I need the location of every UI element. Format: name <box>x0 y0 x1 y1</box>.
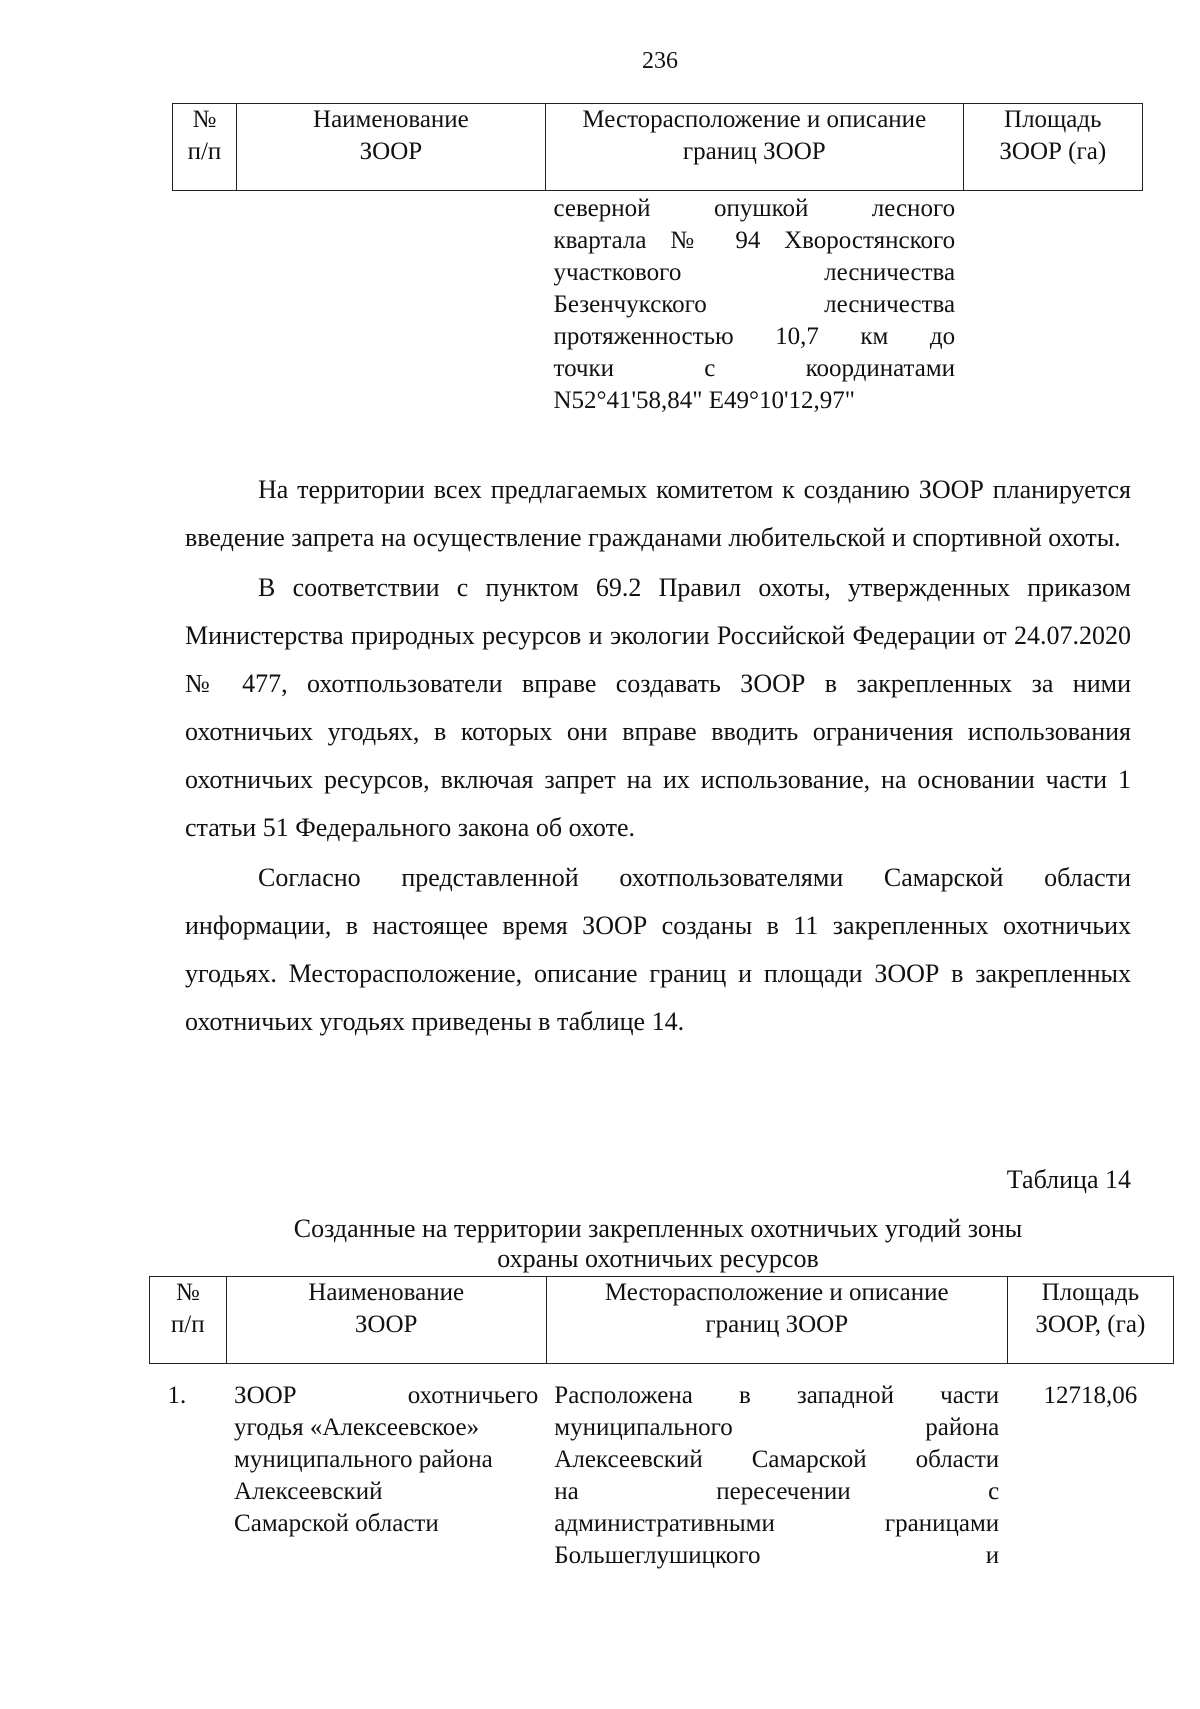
location-line: административными границами <box>554 1510 1000 1537</box>
body-text <box>185 466 1131 1048</box>
location-line: участкового лесничества <box>553 259 956 286</box>
header-line: № <box>192 106 217 133</box>
cell-location <box>546 1364 1007 1573</box>
header-area <box>963 104 1142 191</box>
name-line: ЗООР охотничьего <box>234 1382 539 1409</box>
header-name <box>236 104 545 191</box>
header-line: границ ЗООР <box>682 138 826 165</box>
paragraph: На территории всех предлагаемых комитетом к созданию ЗООР планируется введение запрета на осуществление гражданами любительской и спортивной охоты. <box>185 475 1131 552</box>
header-line: п/п <box>170 1311 205 1338</box>
header-line: Наименование <box>313 106 469 133</box>
location-line: муниципального района <box>554 1414 1000 1441</box>
header-line: границ ЗООР <box>705 1311 849 1338</box>
cell-num: 1. <box>167 1382 187 1409</box>
header-line: Месторасположение и описание <box>582 106 927 133</box>
header-line: ЗООР <box>354 1311 418 1338</box>
header-line: № <box>175 1279 200 1306</box>
caption-line: охраны охотничьих ресурсов <box>497 1244 819 1273</box>
location-line: N52°41'58,84" E49°10'12,97" <box>553 387 855 414</box>
table-caption <box>185 1214 1131 1274</box>
continuation-table <box>172 103 1143 417</box>
header-num <box>150 1277 227 1364</box>
header-area <box>1007 1277 1173 1364</box>
location-line: Безенчукского лесничества <box>553 291 956 318</box>
header-line: п/п <box>187 138 222 165</box>
header-line: Площадь <box>1041 1279 1140 1306</box>
header-name <box>226 1277 546 1364</box>
header-line: ЗООР, (га) <box>1035 1311 1146 1338</box>
caption-line: Созданные на территории закрепленных охотничьих угодий зоны <box>293 1214 1023 1243</box>
header-line: ЗООР <box>359 138 423 165</box>
table-label: Таблица 14 <box>1006 1165 1131 1194</box>
table-header-row <box>150 1277 1174 1364</box>
header-location <box>545 104 963 191</box>
header-line: Площадь <box>1004 106 1102 133</box>
location-line: квартала № 94 Хворостянского <box>553 227 956 254</box>
location-line: Большеглушицкого и <box>554 1542 1000 1569</box>
table-header-row <box>173 104 1143 191</box>
paragraph: В соответствии с пунктом 69.2 Правил охоты, утвержденных приказом Министерства природных ресурсов и экологии Российской Федерации от 24.07.2020 № 477, охотпользователи вправе создавать ЗООР в закрепленных за ними охотничьих угодьях, в которых они вправе вводить ограничения использования охотничьих ресурсов, включая запрет на их использование, на основании части 1 статьи 51 Федерального закона об охоте. <box>185 573 1131 842</box>
location-line: Алексеевский Самарской области <box>554 1446 1000 1473</box>
cell-name <box>226 1364 546 1573</box>
header-line: ЗООР (га) <box>999 138 1107 165</box>
page-number: 236 <box>642 48 678 74</box>
paragraph: Согласно представленной охотпользователями Самарской области информации, в настоящее время ЗООР созданы в 11 закрепленных охотничьих угодьях. Месторасположение, описание границ и площади ЗООР в закрепленных охотничьих угодьях приведены в таблице 14. <box>185 863 1131 1036</box>
cell-area: 12718,06 <box>1043 1382 1138 1409</box>
location-line: протяженностью 10,7 км до <box>553 323 956 350</box>
table-row <box>150 1364 1174 1573</box>
cell-area <box>963 191 1142 418</box>
location-line: точки с координатами <box>553 355 956 382</box>
header-line: Наименование <box>308 1279 465 1306</box>
table-row <box>173 191 1143 418</box>
location-line: на пересечении с <box>554 1478 1000 1505</box>
name-line: угодья «Алексеевское» <box>234 1414 480 1441</box>
location-line: Расположена в западной части <box>554 1382 1000 1409</box>
name-line: Алексеевский <box>234 1478 383 1505</box>
table-14 <box>149 1276 1174 1572</box>
cell-num <box>173 191 237 418</box>
name-line: муниципального района <box>234 1446 493 1473</box>
header-num <box>173 104 237 191</box>
location-line: северной опушкой лесного <box>553 195 956 222</box>
name-line: Самарской области <box>234 1510 439 1537</box>
cell-location <box>545 191 963 418</box>
header-location <box>546 1277 1007 1364</box>
cell-name <box>236 191 545 418</box>
header-line: Месторасположение и описание <box>604 1279 949 1306</box>
